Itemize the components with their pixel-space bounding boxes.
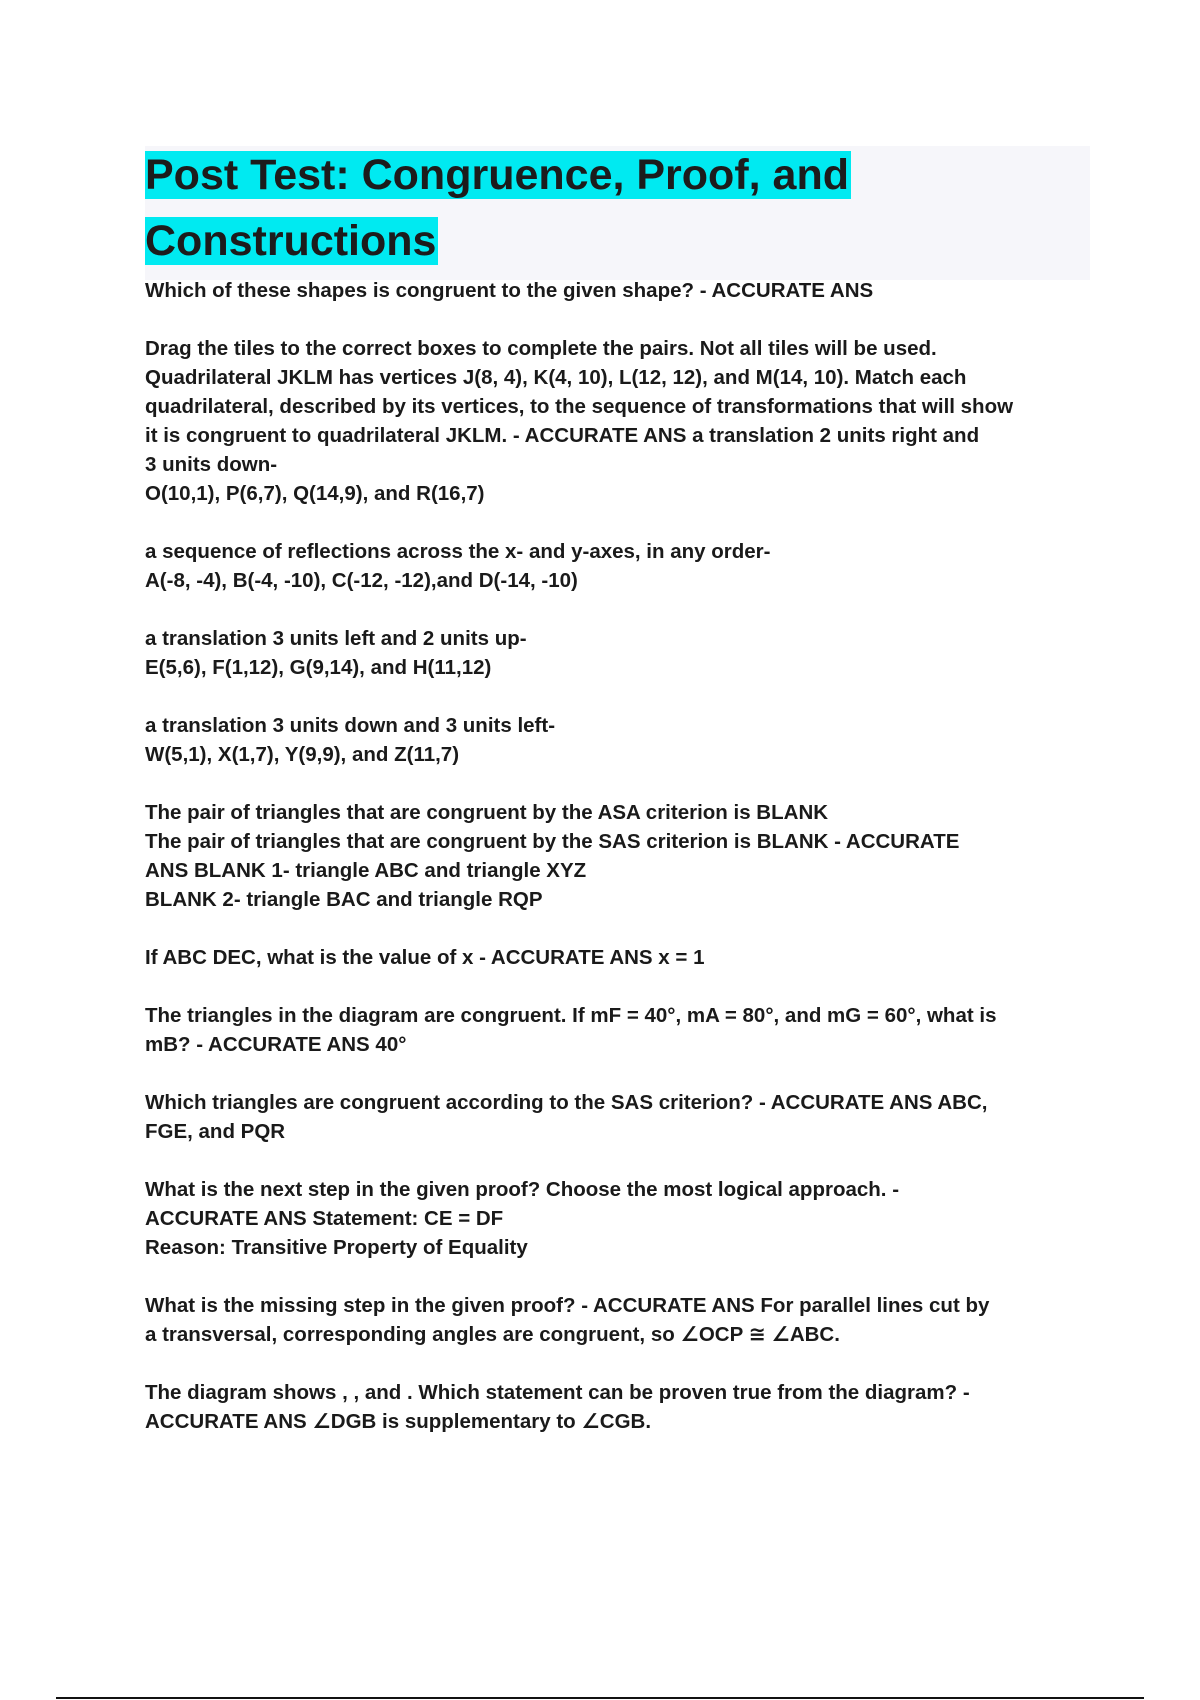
qa-line: BLANK 2- triangle BAC and triangle RQP [145, 888, 543, 911]
qa-line: The pair of triangles that are congruent by the ASA criterion is BLANK [145, 801, 829, 824]
qa-line: The pair of triangles that are congruent by the SAS criterion is BLANK - ACCURATE [145, 830, 960, 853]
qa-block [145, 1001, 1090, 1059]
qa-block [145, 798, 1090, 914]
qa-line: a sequence of reflections across the x- and y-axes, in any order- [145, 540, 771, 563]
qa-line: ACCURATE ANS Statement: CE = DF [145, 1207, 504, 1230]
qa-line: What is the missing step in the given proof? - ACCURATE ANS For parallel lines cut by [145, 1294, 990, 1317]
qa-line: mB? - ACCURATE ANS 40° [145, 1033, 407, 1056]
qa-line: a translation 3 units left and 2 units up- [145, 627, 527, 650]
qa-line: Which of these shapes is congruent to the given shape? - ACCURATE ANS [145, 279, 874, 302]
qa-block [145, 334, 1090, 508]
qa-line: If ABC DEC, what is the value of x - ACCURATE ANS x = 1 [145, 946, 705, 969]
qa-block [145, 711, 1090, 769]
qa-block [145, 1175, 1090, 1262]
qa-line: ANS BLANK 1- triangle ABC and triangle XYZ [145, 859, 587, 882]
title-line-2: Constructions [145, 217, 437, 265]
qa-line: ACCURATE ANS ∠DGB is supplementary to ∠CGB. [145, 1410, 652, 1433]
title-line-1: Post Test: Congruence, Proof, and [145, 151, 849, 199]
qa-block [145, 1291, 1090, 1349]
page-title [145, 142, 1075, 274]
qa-line: Drag the tiles to the correct boxes to complete the pairs. Not all tiles will be used. [145, 337, 937, 360]
qa-line: 3 units down- [145, 453, 278, 476]
qa-line: A(-8, -4), B(-4, -10), C(-12, -12),and D(-14, -10) [145, 569, 578, 592]
qa-block [145, 943, 1090, 972]
qa-block [145, 1378, 1090, 1436]
qa-line: What is the next step in the given proof? Choose the most logical approach. - [145, 1178, 900, 1201]
qa-line: FGE, and PQR [145, 1120, 286, 1143]
qa-line: The triangles in the diagram are congruent. If mF = 40°, mA = 80°, and mG = 60°, what is [145, 1004, 997, 1027]
qa-line: Quadrilateral JKLM has vertices J(8, 4), K(4, 10), L(12, 12), and M(14, 10). Match each [145, 366, 967, 389]
qa-line: W(5,1), X(1,7), Y(9,9), and Z(11,7) [145, 743, 460, 766]
qa-line: The diagram shows , , and . Which statement can be proven true from the diagram? - [145, 1381, 970, 1404]
qa-line: O(10,1), P(6,7), Q(14,9), and R(16,7) [145, 482, 485, 505]
bottom-divider [56, 1697, 1144, 1699]
qa-block [145, 276, 1090, 305]
qa-block [145, 537, 1090, 595]
document-body [145, 276, 1090, 1465]
qa-line: a translation 3 units down and 3 units left- [145, 714, 556, 737]
qa-line: it is congruent to quadrilateral JKLM. - ACCURATE ANS a translation 2 units right and [145, 424, 980, 447]
qa-line: Reason: Transitive Property of Equality [145, 1236, 528, 1259]
qa-line: Which triangles are congruent according to the SAS criterion? - ACCURATE ANS ABC, [145, 1091, 988, 1114]
qa-line: quadrilateral, described by its vertices, to the sequence of transformations that will show [145, 395, 1014, 418]
qa-line: E(5,6), F(1,12), G(9,14), and H(11,12) [145, 656, 492, 679]
qa-line: a transversal, corresponding angles are congruent, so ∠OCP ≅ ∠ABC. [145, 1323, 840, 1346]
qa-block [145, 624, 1090, 682]
qa-block [145, 1088, 1090, 1146]
